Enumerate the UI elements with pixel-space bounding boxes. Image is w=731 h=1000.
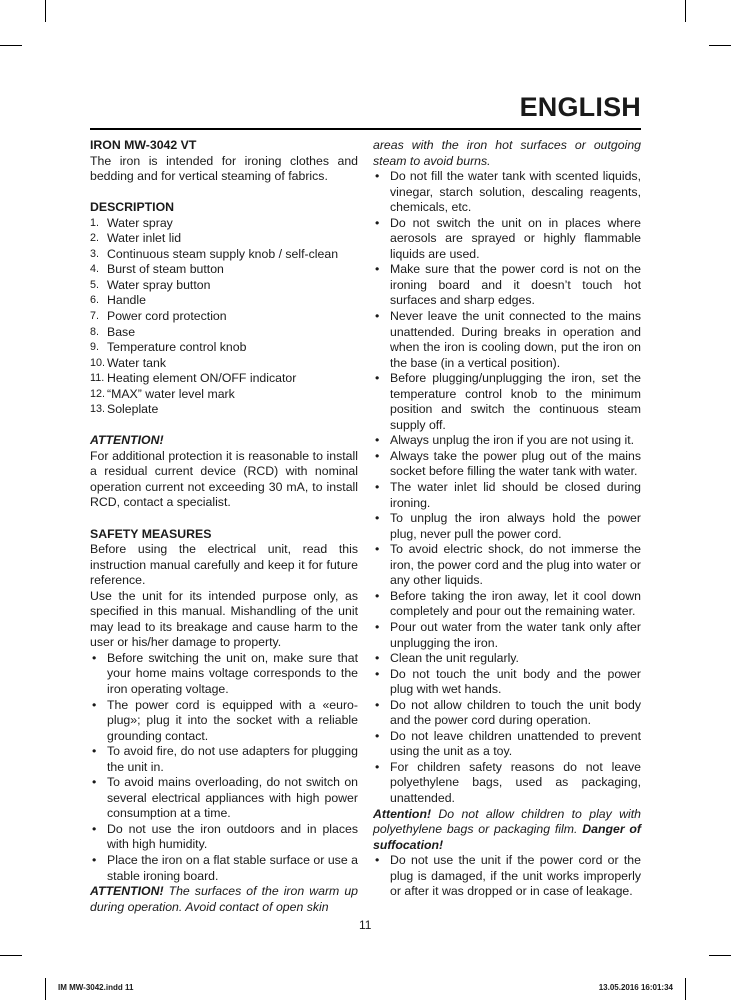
safety-title: SAFETY MEASURES <box>90 526 212 541</box>
description-item-label: Soleplate <box>107 402 159 417</box>
description-item <box>90 262 358 278</box>
warning-label: Attention! <box>373 806 432 821</box>
description-item-label: Burst of steam button <box>107 262 224 277</box>
crop-mark <box>0 955 22 956</box>
description-item-number: 3. <box>90 247 100 260</box>
description-item <box>90 293 358 309</box>
bullet-item: • Make sure that the power cord is not on the ironing board and it doesn’t touch hot surfaces and sharp edges. <box>373 262 641 309</box>
description-item-number: 9. <box>90 341 100 354</box>
bullet-item: • To avoid fire, do not use adapters for plugging the unit in. <box>90 744 358 775</box>
crop-mark <box>0 45 22 46</box>
bullet-item: • Do not use the iron outdoors and in places with high humidity. <box>90 822 358 853</box>
crop-mark <box>685 978 686 1000</box>
bullet-item: • Before plugging/unplugging the iron, set the temperature control knob to the minimum position and switch the continuous steam supply off. <box>373 371 641 433</box>
bullet-item: • For children safety reasons do not leave polyethylene bags, used as packaging, unattended. <box>373 760 641 807</box>
bullet-item: • To avoid electric shock, do not immerse the iron, the power cord and the plug into water or any other liquids. <box>373 542 641 589</box>
attention-title: ATTENTION! <box>90 433 164 448</box>
safety-bullet-list <box>90 651 358 884</box>
bullet-item: • Always take the power plug out of the mains socket before filling the water tank with water. <box>373 449 641 480</box>
safety-bullet-list <box>373 853 641 900</box>
description-item <box>90 402 358 418</box>
bullet-item: • Never leave the unit connected to the mains unattended. During breaks in operation and when the iron is cooling down, put the iron on the base (in a vertical position). <box>373 309 641 371</box>
description-item <box>90 387 358 403</box>
description-item-number: 13. <box>90 403 106 416</box>
description-item-number: 6. <box>90 294 100 307</box>
description-item-label: Heating element ON/OFF indicator <box>107 371 297 386</box>
crop-mark <box>709 45 731 46</box>
right-column <box>373 138 641 900</box>
description-item-label: Handle <box>107 293 146 308</box>
description-item <box>90 371 358 387</box>
bullet-item: • Before taking the iron away, let it cool down completely and pour out the remaining water. <box>373 589 641 620</box>
bullet-item: • Pour out water from the water tank only after unplugging the iron. <box>373 620 641 651</box>
bullet-item: • To unplug the iron always hold the power plug, never pull the power cord. <box>373 511 641 542</box>
attention-text: For additional protection it is reasonable to install a residual current device (RCD) with nominal operation current not exceeding 30 mA, to install RCD, contact a specialist. <box>90 448 358 510</box>
language-heading: ENGLISH <box>519 92 641 122</box>
intro-text: The iron is intended for ironing clothes and bedding and for vertical steaming of fabrics. <box>90 153 358 184</box>
description-item-label: Water spray <box>107 215 173 230</box>
bullet-item: • Do not touch the unit body and the power plug with wet hands. <box>373 667 641 698</box>
bullet-item: • Always unplug the iron if you are not using it. <box>373 433 641 449</box>
warning-danger: Danger of suffocation! <box>373 822 642 852</box>
crop-mark <box>709 955 731 956</box>
warning-text: Do not allow children to play with polyethylene bags or packaging film. <box>373 806 641 837</box>
bullet-item: • Place the iron on a flat stable surface or use a stable ironing board. <box>90 853 358 884</box>
attention-label: ATTENTION! <box>90 884 164 899</box>
bullet-item: • The water inlet lid should be closed during ironing. <box>373 480 641 511</box>
crop-mark <box>685 0 686 22</box>
description-item <box>90 356 358 372</box>
footer-timestamp: 13.05.2016 16:01:34 <box>598 983 673 992</box>
description-item-number: 4. <box>90 263 100 276</box>
attention-burns-paragraph <box>90 884 358 915</box>
description-item-label: Water inlet lid <box>107 231 182 246</box>
description-item-number: 11. <box>90 372 105 385</box>
description-item-label: Power cord protection <box>107 308 227 323</box>
description-item-number: 7. <box>90 309 100 322</box>
description-item-number: 8. <box>90 325 100 338</box>
left-column <box>90 138 358 915</box>
description-item-label: Continuous steam supply knob / self-clean <box>107 246 339 261</box>
bullet-item: • Before switching the unit on, make sure that your home mains voltage corresponds to the iron operating voltage. <box>90 651 358 698</box>
bullet-item: • Do not leave children unattended to prevent using the unit as a toy. <box>373 729 641 760</box>
bullet-item: • The power cord is equipped with a «euro-plug»; plug it into the socket with a reliable grounding contact. <box>90 698 358 745</box>
page-number: 11 <box>359 918 372 932</box>
description-item-label: Water tank <box>107 355 166 370</box>
continuation-text: areas with the iron hot surfaces or outgoing steam to avoid burns. <box>373 138 641 168</box>
description-list <box>90 216 358 418</box>
description-item-label: “MAX” water level mark <box>107 386 235 401</box>
description-item <box>90 216 358 232</box>
crop-mark <box>45 0 46 22</box>
description-item-number: 1. <box>90 216 100 229</box>
bullet-item: • Do not fill the water tank with scented liquids, vinegar, starch solution, descaling reagents, chemicals, etc. <box>373 169 641 216</box>
description-item-number: 10. <box>90 356 106 369</box>
bullet-item: • Do not switch the unit on in places where aerosols are sprayed or highly flammable liquids are used. <box>373 216 641 263</box>
product-title: IRON MW-3042 VT <box>90 138 197 152</box>
description-item-number: 2. <box>90 232 100 245</box>
description-item <box>90 340 358 356</box>
safety-paragraph: Before using the electrical unit, read this instruction manual carefully and keep it for future reference. <box>90 542 358 588</box>
safety-bullet-list <box>373 169 641 806</box>
attention-burns-text: The surfaces of the iron warm up during operation. Avoid contact of open skin <box>90 884 358 914</box>
description-item-number: 5. <box>90 278 100 291</box>
description-item <box>90 325 358 341</box>
crop-mark <box>45 978 46 1000</box>
description-item <box>90 231 358 247</box>
bullet-item: • Do not use the unit if the power cord or the plug is damaged, if the unit works improperly or after it was dropped or in case of leakage. <box>373 853 641 900</box>
description-item <box>90 278 358 294</box>
bullet-item: • Clean the unit regularly. <box>373 651 641 667</box>
description-item-label: Water spray button <box>107 277 211 292</box>
description-item-label: Temperature control knob <box>107 340 247 355</box>
bullet-item: • To avoid mains overloading, do not switch on several electrical appliances with high power consumption at a time. <box>90 775 358 822</box>
description-item-number: 12. <box>90 387 106 400</box>
bullet-item: • Do not allow children to touch the unit body and the power cord during operation. <box>373 698 641 729</box>
description-item <box>90 247 358 263</box>
safety-paragraph: Use the unit for its intended purpose only, as specified in this manual. Mishandling of the unit may lead to its breakage and cause harm to the user or his/her damage to property. <box>90 588 358 650</box>
description-title: DESCRIPTION <box>90 200 175 215</box>
description-item-label: Base <box>107 324 136 339</box>
heading-rule <box>90 128 641 130</box>
footer-file-label: IM MW-3042.indd 11 <box>58 983 134 992</box>
suffocation-warning <box>373 807 641 854</box>
description-item <box>90 309 358 325</box>
